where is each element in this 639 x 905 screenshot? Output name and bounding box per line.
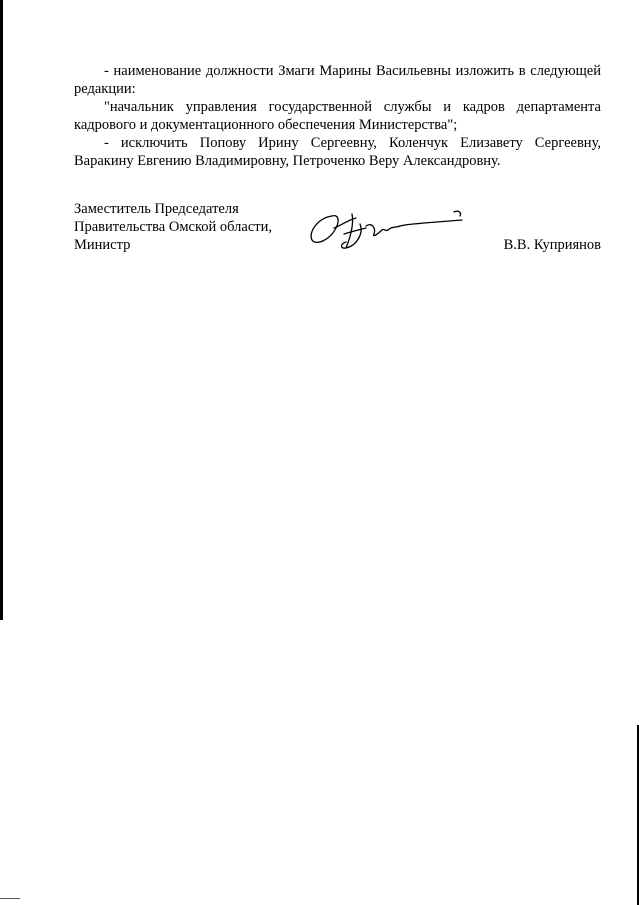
- scan-edge-bottom: [0, 898, 20, 899]
- handwritten-signature: [304, 204, 474, 254]
- signatory-title: [74, 200, 314, 254]
- paragraph-rename-position: - наименование должности Змаги Марины Васильевны изложить в следующей редакции:: [74, 63, 601, 97]
- signatory-title-line: Заместитель Председателя: [74, 201, 239, 217]
- signatory-title-line: Правительства Омской области,: [74, 219, 272, 235]
- signatory-name: В.В. Куприянов: [503, 237, 601, 253]
- paragraph-new-position-title: "начальник управления государственной службы и кадров департамента кадрового и документационного обеспечения Министерства";: [74, 99, 601, 133]
- scan-edge-left: [0, 0, 3, 620]
- signatory-title-line: Министр: [74, 237, 131, 253]
- paragraph-exclude-persons: - исключить Попову Ирину Сергеевну, Коленчук Елизавету Сергеевну, Варакину Евгению Владимировну, Петроченко Веру Александровну.: [74, 135, 601, 169]
- signature-block: [74, 200, 601, 260]
- document-body: [74, 62, 601, 170]
